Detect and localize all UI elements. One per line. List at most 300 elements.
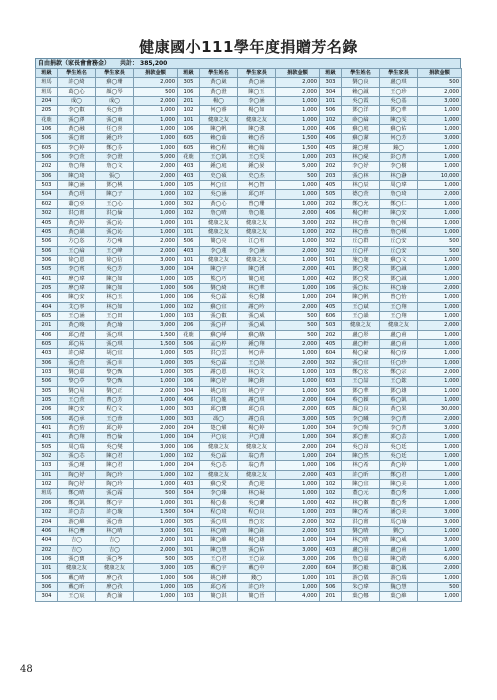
parent-name-cell: 鍾◯翔 bbox=[238, 339, 276, 348]
class-cell: 406 bbox=[36, 330, 58, 339]
class-cell: 401 bbox=[36, 274, 58, 283]
table-row bbox=[36, 209, 462, 218]
amount-cell: 1,000 bbox=[134, 517, 178, 526]
class-cell: 106 bbox=[320, 461, 342, 470]
amount-cell: 1,500 bbox=[134, 339, 178, 348]
amount-cell: 2,000 bbox=[276, 405, 320, 414]
class-cell: 305 bbox=[178, 78, 200, 87]
amount-cell: 1,000 bbox=[276, 274, 320, 283]
amount-cell: 500 bbox=[418, 78, 462, 87]
table-row bbox=[36, 461, 462, 470]
amount-cell: 1,000 bbox=[134, 283, 178, 292]
amount-cell: 1,000 bbox=[134, 573, 178, 582]
class-cell: 102 bbox=[178, 190, 200, 199]
table-row bbox=[36, 424, 462, 433]
student-name-cell: 丘◯祥 bbox=[342, 246, 380, 255]
student-name-cell: 游◯維 bbox=[58, 517, 96, 526]
amount-cell: 2,000 bbox=[276, 265, 320, 274]
student-name-cell: 劉◯易 bbox=[58, 386, 96, 395]
student-name-cell: 陳◯宜 bbox=[342, 480, 380, 489]
class-cell: 505 bbox=[178, 349, 200, 358]
student-name-cell: 葛◯心 bbox=[58, 87, 96, 96]
student-name-cell: 劉◯綺 bbox=[200, 283, 238, 292]
amount-cell: 1,000 bbox=[418, 153, 462, 162]
student-name-cell: 廖◯瑋 bbox=[58, 283, 96, 292]
amount-cell: 1,500 bbox=[134, 508, 178, 517]
parent-name-cell: 陳◯安 bbox=[380, 209, 418, 218]
parent-name-cell: 陳◯如 bbox=[96, 283, 134, 292]
student-name-cell: 賴◯茹 bbox=[200, 134, 238, 143]
class-cell: 501 bbox=[320, 255, 342, 264]
parent-name-cell: 健康之友 bbox=[380, 321, 418, 330]
amount-cell: 1,500 bbox=[134, 330, 178, 339]
class-cell: 106 bbox=[36, 125, 58, 134]
amount-cell: 1,000 bbox=[418, 302, 462, 311]
amount-cell: 1,000 bbox=[418, 106, 462, 115]
class-cell: 406 bbox=[320, 134, 342, 143]
class-cell: 506 bbox=[36, 134, 58, 143]
parent-name-cell: 吳◯燮 bbox=[96, 442, 134, 451]
student-name-cell: 徐◯恩 bbox=[58, 255, 96, 264]
table-row bbox=[36, 311, 462, 320]
class-cell: 302 bbox=[320, 246, 342, 255]
amount-cell: 500 bbox=[276, 311, 320, 320]
amount-cell: 3,000 bbox=[276, 414, 320, 423]
column-header: 捐款金額 bbox=[418, 69, 462, 78]
amount-cell: 1,000 bbox=[134, 452, 178, 461]
parent-name-cell: 鄭◯宗 bbox=[380, 368, 418, 377]
student-name-cell: 吳◯霞 bbox=[342, 97, 380, 106]
student-name-cell: 鐘◯瑾 bbox=[342, 143, 380, 152]
table-row bbox=[36, 106, 462, 115]
parent-name-cell: 黃◯迎 bbox=[238, 480, 276, 489]
class-cell: 301 bbox=[178, 545, 200, 554]
class-cell: 405 bbox=[320, 302, 342, 311]
parent-name-cell: 周◯瑋 bbox=[380, 181, 418, 190]
class-cell: 花鹿 bbox=[178, 153, 200, 162]
parent-name-cell: 吳◯基 bbox=[380, 97, 418, 106]
parent-name-cell: 張◯岑 bbox=[96, 554, 134, 563]
class-cell: 406 bbox=[36, 293, 58, 302]
class-cell: 202 bbox=[36, 545, 58, 554]
amount-cell: 1,000 bbox=[418, 143, 462, 152]
student-name-cell: 成◯ bbox=[58, 97, 96, 106]
student-name-cell: 林◯蓉 bbox=[342, 227, 380, 236]
student-name-cell: 健康之友 bbox=[200, 255, 238, 264]
amount-cell: 3,000 bbox=[134, 255, 178, 264]
class-cell: 102 bbox=[320, 115, 342, 124]
student-name-cell: 邱◯瀅 bbox=[58, 330, 96, 339]
student-name-cell: 張◯祥 bbox=[200, 321, 238, 330]
parent-name-cell: 王◯心 bbox=[96, 199, 134, 208]
student-name-cell: 盧◯羽 bbox=[342, 545, 380, 554]
student-name-cell: 健康之友 bbox=[58, 564, 96, 573]
student-name-cell: 邱◯寶 bbox=[200, 405, 238, 414]
class-cell: 501 bbox=[178, 526, 200, 535]
student-name-cell: 熊◯巧 bbox=[200, 274, 238, 283]
table-row bbox=[36, 218, 462, 227]
class-cell: 403 bbox=[178, 162, 200, 171]
amount-cell: 500 bbox=[134, 489, 178, 498]
table-row bbox=[36, 480, 462, 489]
class-cell: 105 bbox=[178, 274, 200, 283]
table-row bbox=[36, 405, 462, 414]
parent-name-cell: 吉◯ bbox=[96, 545, 134, 554]
column-header: 捐款金額 bbox=[276, 69, 320, 78]
class-cell: 101 bbox=[36, 564, 58, 573]
column-header: 學生姓名 bbox=[200, 69, 238, 78]
parent-name-cell: 史◯杰 bbox=[238, 171, 276, 180]
table-row bbox=[36, 498, 462, 507]
amount-cell: 1,000 bbox=[134, 199, 178, 208]
class-cell: 106 bbox=[178, 377, 200, 386]
parent-name-cell: 王◯誤 bbox=[238, 358, 276, 367]
parent-name-cell: 董◯秀 bbox=[380, 489, 418, 498]
parent-name-cell: 任◯珍 bbox=[380, 358, 418, 367]
class-cell: 401 bbox=[36, 433, 58, 442]
parent-name-cell: 李◯菁 bbox=[380, 424, 418, 433]
student-name-cell: 顏◯良 bbox=[342, 405, 380, 414]
parent-name-cell: 馬◯瑜 bbox=[380, 517, 418, 526]
student-name-cell: 詹◯嘉 bbox=[342, 554, 380, 563]
amount-cell: 1,000 bbox=[276, 106, 320, 115]
table-row bbox=[36, 368, 462, 377]
table-row bbox=[36, 162, 462, 171]
amount-cell: 1,000 bbox=[418, 330, 462, 339]
student-name-cell: 張◯芯 bbox=[58, 452, 96, 461]
parent-name-cell: 丘◯安 bbox=[380, 246, 418, 255]
student-name-cell: 劉◯良 bbox=[342, 78, 380, 87]
amount-cell: 6,000 bbox=[418, 554, 462, 563]
amount-cell: 1,000 bbox=[418, 489, 462, 498]
amount-cell: 3,000 bbox=[418, 508, 462, 517]
student-name-cell: 蘇◯愛 bbox=[200, 480, 238, 489]
amount-cell: 2,000 bbox=[134, 171, 178, 180]
student-name-cell: 艾◯寧 bbox=[58, 302, 96, 311]
table-row bbox=[36, 554, 462, 563]
amount-cell: 1,000 bbox=[276, 489, 320, 498]
parent-name-cell: 林◯凝 bbox=[238, 489, 276, 498]
amount-cell: 2,000 bbox=[276, 470, 320, 479]
student-name-cell: 陳◯帆 bbox=[342, 293, 380, 302]
student-name-cell: 郭◯淮 bbox=[342, 433, 380, 442]
class-cell: 401 bbox=[36, 424, 58, 433]
parent-name-cell: 健康之友 bbox=[238, 218, 276, 227]
parent-name-cell: 林◯玉 bbox=[96, 293, 134, 302]
amount-cell: 1,000 bbox=[134, 470, 178, 479]
student-name-cell: 李◯暘 bbox=[342, 424, 380, 433]
parent-name-cell: 吳◯廷 bbox=[380, 452, 418, 461]
parent-name-cell: 張◯霜 bbox=[96, 489, 134, 498]
class-cell: 302 bbox=[320, 358, 342, 367]
student-name-cell: 吳◯涵 bbox=[200, 190, 238, 199]
amount-cell: 2,000 bbox=[276, 564, 320, 573]
parent-name-cell: 鄭◯宇 bbox=[96, 498, 134, 507]
class-cell: 506 bbox=[178, 339, 200, 348]
amount-cell: 2,000 bbox=[134, 424, 178, 433]
class-cell: 506 bbox=[320, 582, 342, 591]
class-cell: 404 bbox=[36, 536, 58, 545]
student-name-cell: 吳◯霖 bbox=[200, 293, 238, 302]
student-name-cell: 蘇◯崢 bbox=[200, 330, 238, 339]
parent-name-cell: 鐘◯ bbox=[380, 143, 418, 152]
class-cell: 105 bbox=[178, 582, 200, 591]
table-row bbox=[36, 153, 462, 162]
parent-name-cell: 健康之友 bbox=[238, 115, 276, 124]
class-cell: 202 bbox=[320, 218, 342, 227]
class-cell: 204 bbox=[320, 442, 342, 451]
parent-name-cell: 王◯蓉 bbox=[96, 414, 134, 423]
class-cell: 205 bbox=[36, 106, 58, 115]
class-cell: 406 bbox=[36, 526, 58, 535]
parent-name-cell: 程◯良 bbox=[238, 508, 276, 517]
parent-name-cell: 蘇◯珊 bbox=[96, 78, 134, 87]
parent-name-cell: 陳◯湧 bbox=[238, 265, 276, 274]
class-cell: 605 bbox=[36, 143, 58, 152]
table-row bbox=[36, 442, 462, 451]
column-header: 班級 bbox=[320, 69, 342, 78]
class-cell: 602 bbox=[36, 199, 58, 208]
class-cell: 204 bbox=[178, 461, 200, 470]
amount-cell: 5,000 bbox=[134, 153, 178, 162]
amount-cell: 2,000 bbox=[276, 358, 320, 367]
amount-cell: 2,000 bbox=[276, 517, 320, 526]
table-row bbox=[36, 293, 462, 302]
amount-cell: 2,000 bbox=[418, 283, 462, 292]
student-name-cell: 劉◯晴 bbox=[342, 526, 380, 535]
column-header: 學生家長 bbox=[96, 69, 134, 78]
student-name-cell: 鄭◯晴 bbox=[58, 489, 96, 498]
student-name-cell: 鍾◯庭 bbox=[200, 162, 238, 171]
parent-name-cell: 盧◯甫 bbox=[380, 339, 418, 348]
student-name-cell: 方◯恣 bbox=[58, 237, 96, 246]
parent-name-cell: 蘇◯佑 bbox=[380, 125, 418, 134]
parent-name-cell: 李◯澄 bbox=[96, 153, 134, 162]
class-cell: 403 bbox=[320, 545, 342, 554]
parent-name-cell: 曾◯怡 bbox=[380, 293, 418, 302]
amount-cell: 2,000 bbox=[134, 545, 178, 554]
class-cell: 405 bbox=[320, 143, 342, 152]
table-row bbox=[36, 171, 462, 180]
student-name-cell: 黃◯崴 bbox=[200, 78, 238, 87]
amount-cell: 1,000 bbox=[276, 498, 320, 507]
student-name-cell: 王◯宸 bbox=[58, 592, 96, 601]
class-cell: 305 bbox=[178, 554, 200, 563]
class-cell: 103 bbox=[36, 368, 58, 377]
summary-bar bbox=[35, 58, 461, 68]
parent-name-cell: 賴◯翰 bbox=[238, 143, 276, 152]
class-cell: 201 bbox=[320, 592, 342, 601]
student-name-cell: 黃◯韻 bbox=[58, 227, 96, 236]
class-cell: 506 bbox=[36, 153, 58, 162]
parent-name-cell: 鍾◯玲 bbox=[96, 134, 134, 143]
amount-cell: 2,000 bbox=[134, 162, 178, 171]
table-row bbox=[36, 302, 462, 311]
amount-cell: 3,000 bbox=[276, 545, 320, 554]
amount-cell: 500 bbox=[418, 582, 462, 591]
parent-name-cell: 何◯萍 bbox=[238, 349, 276, 358]
parent-name-cell: 詹◯頓 bbox=[380, 227, 418, 236]
student-name-cell: 許◯緯 bbox=[58, 349, 96, 358]
parent-name-cell: 陳◯玉 bbox=[238, 87, 276, 96]
student-name-cell: 王◯喆 bbox=[342, 377, 380, 386]
student-name-cell: 吉◯ bbox=[58, 536, 96, 545]
parent-name-cell: 陳◯子 bbox=[96, 190, 134, 199]
amount-cell: 1,000 bbox=[418, 452, 462, 461]
amount-cell: 1,000 bbox=[418, 349, 462, 358]
parent-name-cell: 鄧◯華 bbox=[380, 106, 418, 115]
student-name-cell: 黃◯玥 bbox=[58, 190, 96, 199]
parent-name-cell: 張◯蓉 bbox=[96, 517, 134, 526]
table-row bbox=[36, 330, 462, 339]
class-cell: 306 bbox=[36, 358, 58, 367]
class-cell: 506 bbox=[178, 283, 200, 292]
table-row bbox=[36, 582, 462, 591]
class-cell: 106 bbox=[36, 554, 58, 563]
class-cell: 302 bbox=[36, 452, 58, 461]
amount-cell: 1,000 bbox=[276, 582, 320, 591]
student-name-cell: 姚◯瑄 bbox=[200, 386, 238, 395]
amount-cell: 1,000 bbox=[134, 377, 178, 386]
table-row bbox=[36, 386, 462, 395]
student-name-cell: 薛◯綸 bbox=[342, 115, 380, 124]
amount-cell: 1,000 bbox=[134, 358, 178, 367]
class-cell: 204 bbox=[320, 293, 342, 302]
amount-cell: 1,000 bbox=[276, 508, 320, 517]
student-name-cell: 楊◯豪 bbox=[342, 349, 380, 358]
parent-name-cell: 黎◯甄 bbox=[96, 368, 134, 377]
amount-cell: 1,000 bbox=[276, 97, 320, 106]
student-name-cell: 鄧◯愛 bbox=[342, 265, 380, 274]
parent-name-cell: 黃◯婷 bbox=[380, 461, 418, 470]
class-cell: 301 bbox=[178, 498, 200, 507]
amount-cell: 1,000 bbox=[418, 199, 462, 208]
student-name-cell: 張◯琪 bbox=[200, 517, 238, 526]
amount-cell: 1,000 bbox=[418, 461, 462, 470]
amount-cell: 500 bbox=[418, 237, 462, 246]
parent-name-cell: 賴◯香 bbox=[238, 134, 276, 143]
parent-name-cell: 廖◯孜 bbox=[96, 573, 134, 582]
summary-total-label: 共計： bbox=[120, 60, 139, 67]
class-cell: 103 bbox=[320, 368, 342, 377]
amount-cell: 30,000 bbox=[418, 405, 462, 414]
amount-cell: 1,000 bbox=[418, 396, 462, 405]
parent-name-cell: 邱◯玶 bbox=[238, 190, 276, 199]
class-cell: 202 bbox=[320, 199, 342, 208]
parent-name-cell: 任◯喜 bbox=[96, 125, 134, 134]
student-name-cell: 柯◯宜 bbox=[200, 181, 238, 190]
amount-cell: 1,000 bbox=[134, 227, 178, 236]
parent-name-cell: 洪◯倫 bbox=[96, 209, 134, 218]
column-header: 班級 bbox=[178, 69, 200, 78]
amount-cell: 1,000 bbox=[134, 368, 178, 377]
parent-name-cell: 邱◯婷 bbox=[96, 424, 134, 433]
amount-cell: 1,000 bbox=[418, 115, 462, 124]
parent-name-cell: 李◯涵 bbox=[238, 97, 276, 106]
class-cell: 106 bbox=[178, 293, 200, 302]
class-cell: 303 bbox=[178, 405, 200, 414]
student-name-cell: 賴◯程 bbox=[200, 143, 238, 152]
parent-name-cell: 許◯玲 bbox=[238, 582, 276, 591]
class-cell: 105 bbox=[178, 564, 200, 573]
amount-cell: 1,000 bbox=[134, 480, 178, 489]
student-name-cell: 黃◯澄 bbox=[200, 87, 238, 96]
table-row bbox=[36, 358, 462, 367]
parent-name-cell: 鄭◯君 bbox=[380, 470, 418, 479]
student-name-cell: 蘇◯宜 bbox=[200, 302, 238, 311]
parent-name-cell: 張◯沁 bbox=[96, 227, 134, 236]
student-name-cell: 陳◯宇 bbox=[200, 265, 238, 274]
class-cell: 班馬 bbox=[36, 78, 58, 87]
class-cell: 506 bbox=[36, 237, 58, 246]
class-cell: 404 bbox=[36, 302, 58, 311]
student-name-cell: 吉◯ bbox=[58, 545, 96, 554]
table-row bbox=[36, 396, 462, 405]
class-cell: 104 bbox=[178, 265, 200, 274]
parent-name-cell: 蘇◯駿 bbox=[238, 330, 276, 339]
student-name-cell: 林◯希 bbox=[342, 461, 380, 470]
amount-cell: 2,000 bbox=[418, 321, 462, 330]
class-cell: 304 bbox=[178, 386, 200, 395]
student-name-cell: 詹◯翔 bbox=[58, 162, 96, 171]
parent-name-cell: 陳◯威 bbox=[380, 536, 418, 545]
parent-name-cell: 蘇◯文 bbox=[380, 255, 418, 264]
student-name-cell: 何◯睿 bbox=[200, 106, 238, 115]
amount-cell: 500 bbox=[276, 171, 320, 180]
amount-cell: 1,000 bbox=[276, 377, 320, 386]
parent-name-cell: 陳◯皓 bbox=[380, 554, 418, 563]
parent-name-cell: 王◯鋐 bbox=[380, 377, 418, 386]
student-name-cell: 洪◯龍 bbox=[200, 396, 238, 405]
table-row bbox=[36, 78, 462, 87]
student-name-cell: 李◯婷 bbox=[58, 143, 96, 152]
amount-cell: 1,000 bbox=[276, 227, 320, 236]
student-name-cell: 劉◯嘉 bbox=[58, 368, 96, 377]
student-name-cell: 陳◯然 bbox=[342, 452, 380, 461]
parent-name-cell: 葉◯維 bbox=[380, 592, 418, 601]
amount-cell: 1,000 bbox=[276, 536, 320, 545]
class-cell: 102 bbox=[178, 302, 200, 311]
class-cell: 403 bbox=[36, 349, 58, 358]
class-cell: 506 bbox=[320, 106, 342, 115]
amount-cell: 1,000 bbox=[134, 218, 178, 227]
student-name-cell: 健康之友 bbox=[200, 218, 238, 227]
parent-name-cell: 謝◯吟 bbox=[238, 302, 276, 311]
summary-total: 385,200 bbox=[140, 60, 168, 67]
class-cell: 202 bbox=[320, 162, 342, 171]
class-cell: 405 bbox=[36, 227, 58, 236]
amount-cell: 1,000 bbox=[276, 424, 320, 433]
parent-name-cell: 陳◯美 bbox=[380, 480, 418, 489]
amount-cell: 500 bbox=[418, 246, 462, 255]
amount-cell: 1,000 bbox=[418, 255, 462, 264]
class-cell: 103 bbox=[178, 311, 200, 320]
class-cell: 406 bbox=[320, 209, 342, 218]
student-name-cell: 李◯萱 bbox=[58, 153, 96, 162]
class-cell: 605 bbox=[178, 134, 200, 143]
parent-name-cell: 張◯威 bbox=[238, 311, 276, 320]
parent-name-cell: 吳◯芳 bbox=[96, 265, 134, 274]
student-name-cell: 黃◯心 bbox=[200, 199, 238, 208]
amount-cell: 3,000 bbox=[418, 134, 462, 143]
amount-cell: 1,000 bbox=[134, 115, 178, 124]
amount-cell: 1,000 bbox=[418, 480, 462, 489]
parent-name-cell: 翁◯菁 bbox=[238, 452, 276, 461]
parent-name-cell: 徐◯信 bbox=[96, 255, 134, 264]
column-header: 班級 bbox=[36, 69, 58, 78]
student-name-cell: 戴◯宇 bbox=[200, 564, 238, 573]
student-name-cell: 林◯辰 bbox=[342, 181, 380, 190]
